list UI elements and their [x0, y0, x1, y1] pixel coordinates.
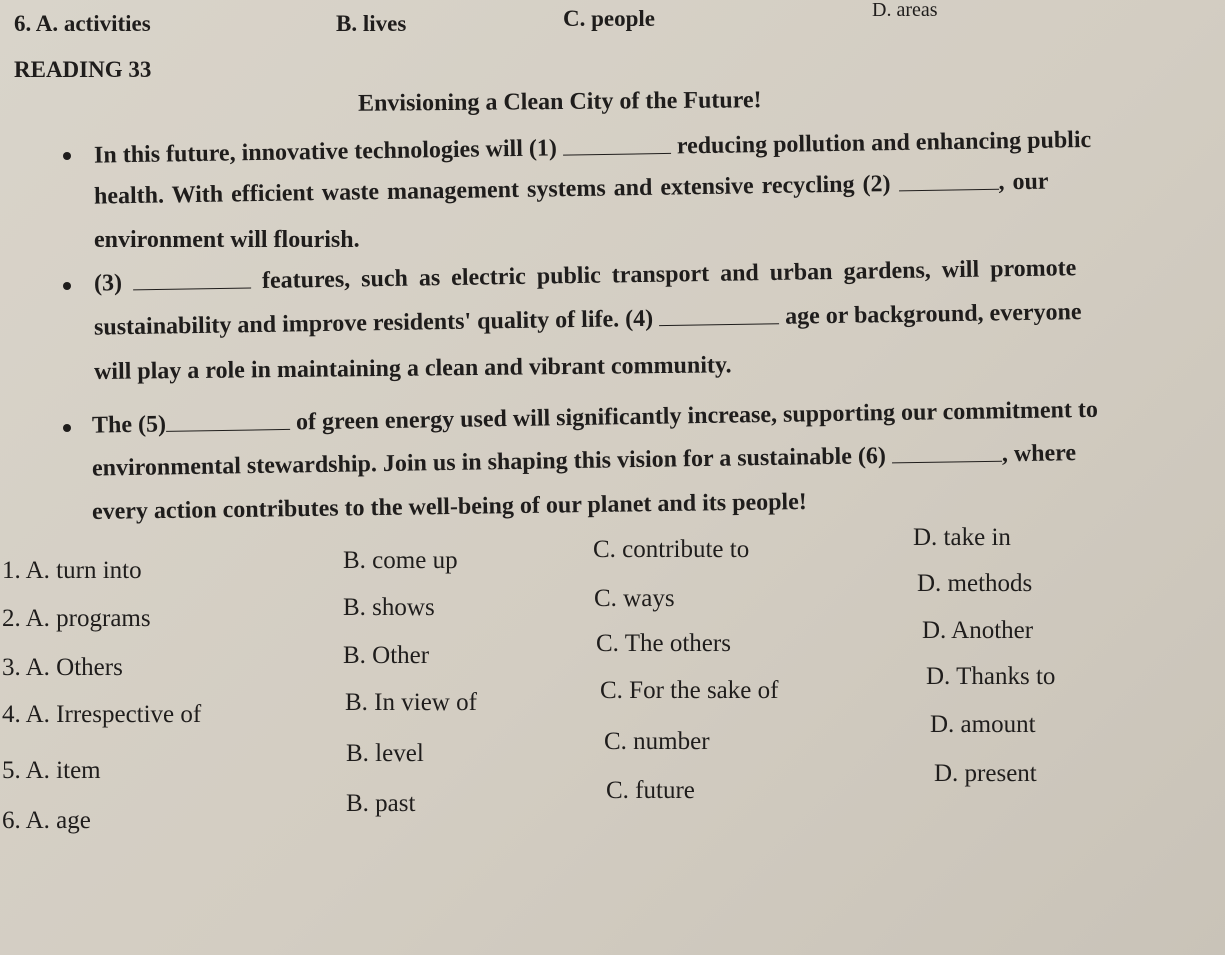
q4-option-c[interactable]: C. For the sake of: [600, 677, 779, 704]
bullet-dot: [63, 424, 71, 432]
prev-option-c: C. people: [563, 6, 655, 31]
q5-option-d[interactable]: D. amount: [930, 711, 1036, 738]
passage-line-8: environmental stewardship. Join us in shaping this vision for a sustainable (6) , where: [91, 440, 1077, 482]
passage-line-7: The (5) of green energy used will significantly increase, supporting our commitment to: [91, 396, 1099, 439]
q1-option-c[interactable]: C. contribute to: [593, 536, 750, 563]
q4-option-b[interactable]: B. In view of: [345, 689, 477, 716]
q6-option-a[interactable]: 6. A. age: [2, 807, 91, 834]
q6-option-d[interactable]: D. present: [934, 760, 1037, 787]
q2-option-a[interactable]: 2. A. programs: [2, 605, 151, 632]
q3-option-b[interactable]: B. Other: [343, 642, 430, 669]
passage-line-6: will play a role in maintaining a clean and vibrant community.: [93, 352, 732, 385]
prev-option-b: B. lives: [336, 11, 407, 36]
q2-option-b[interactable]: B. shows: [343, 594, 435, 621]
section-title: READING 33: [14, 57, 152, 82]
passage-line-2: health. With efficient waste management systems and extensive recycling (2) , our: [93, 168, 1049, 210]
bullet-dot: [63, 152, 71, 160]
passage-line-5: sustainability and improve residents' quality of life. (4) age or background, everyone: [93, 299, 1082, 341]
blank-1: [563, 131, 671, 155]
q4-option-a[interactable]: 4. A. Irrespective of: [2, 701, 202, 728]
passage-line-3: environment will flourish.: [94, 227, 360, 253]
blank-4: [659, 301, 779, 325]
prev-option-d: D. areas: [872, 0, 938, 21]
passage-line-4: (3) features, such as electric public transport and urban gardens, will promote: [93, 255, 1077, 297]
q6-option-b[interactable]: B. past: [346, 790, 416, 817]
q2-option-d[interactable]: D. methods: [917, 570, 1033, 597]
q3-option-c[interactable]: C. The others: [596, 630, 731, 657]
q1-option-b[interactable]: B. come up: [343, 547, 458, 574]
blank-6: [892, 439, 1002, 463]
q5-option-a[interactable]: 5. A. item: [2, 757, 101, 784]
q6-option-c[interactable]: C. future: [606, 777, 695, 804]
blank-2: [898, 167, 998, 191]
passage-line-9: every action contributes to the well-being of our planet and its people!: [91, 489, 807, 525]
q3-option-d[interactable]: D. Another: [922, 617, 1034, 644]
q2-option-c[interactable]: C. ways: [594, 585, 675, 612]
prev-question-number: 6. A. activities: [14, 11, 151, 36]
passage-line-1: In this future, innovative technologies will (1) reducing pollution and enhancing public: [93, 126, 1092, 169]
blank-5: [166, 407, 290, 432]
passage-title: Envisioning a Clean City of the Future!: [357, 87, 762, 117]
q1-option-a[interactable]: 1. A. turn into: [2, 557, 142, 584]
prev-option-a: A. activities: [35, 11, 151, 36]
q5-option-c[interactable]: C. number: [604, 728, 710, 755]
bullet-dot: [63, 282, 71, 290]
q5-option-b[interactable]: B. level: [346, 740, 424, 767]
q1-option-d[interactable]: D. take in: [913, 524, 1011, 551]
blank-3: [133, 266, 251, 290]
q3-option-a[interactable]: 3. A. Others: [2, 654, 123, 681]
q4-option-d[interactable]: D. Thanks to: [926, 663, 1056, 690]
